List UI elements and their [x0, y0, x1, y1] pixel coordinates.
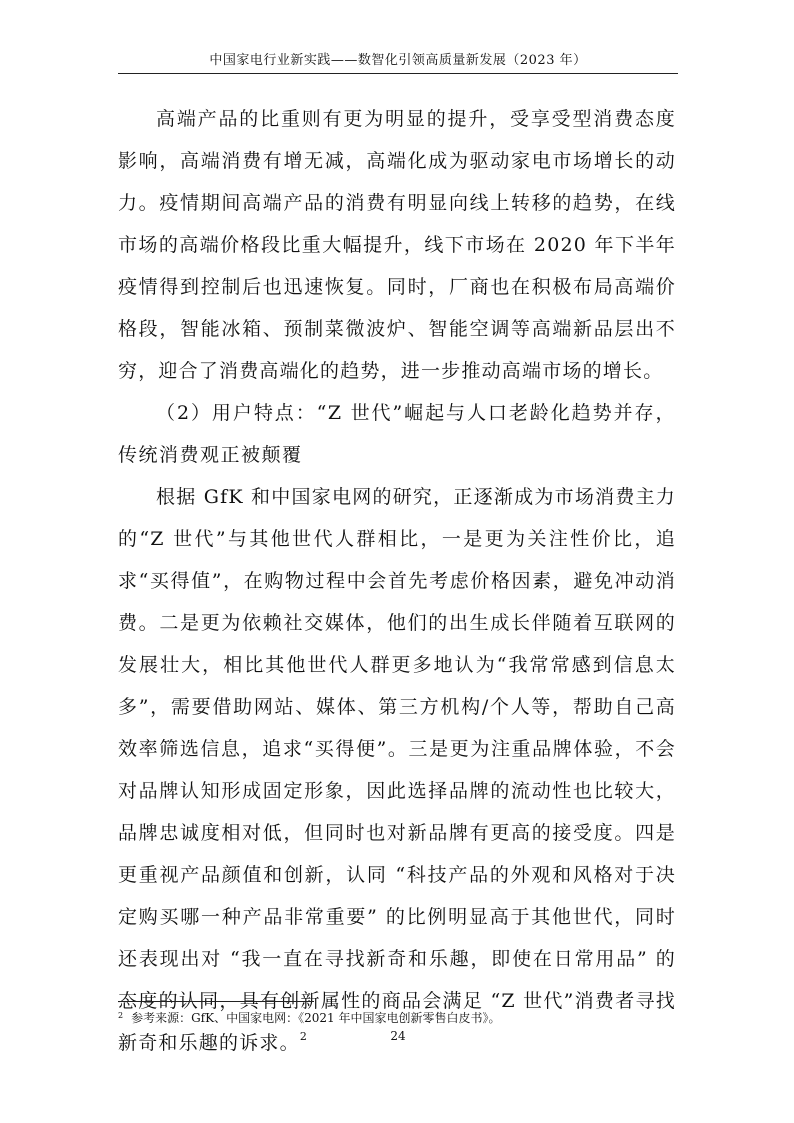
- footnote-reference[interactable]: 2: [299, 1030, 307, 1043]
- section-heading-user-traits: [118, 392, 676, 476]
- heading-text: （2）用户特点：“Z 世代”崛起与人口老龄化趋势并存，传统消费观正被颠覆: [118, 402, 676, 466]
- footnote-text: 参考来源：GfK、中国家电网：《2021 年中国家电创新零售白皮书》。: [131, 1011, 501, 1025]
- body-text: [118, 98, 676, 1064]
- paragraph-text: 高端产品的比重则有更为明显的提升，受享受型消费态度影响，高端消费有增无减，高端化成为驱动家电市场增长的动力。疫情期间高端产品的消费有明显向线上转移的趋势，在线市场的高端价格段比重大幅提升，线下市场在 2020 年下半年疫情得到控制后也迅速恢复。同时，厂商也在积极布局高端价格段，智能冰箱、预制菜微波炉、智能空调等高端新品层出不穷，迎合了消费高端化的趋势，进一步推动高端市场的增长。: [118, 108, 676, 382]
- footnote-divider: [118, 1001, 314, 1002]
- paragraph-text: 根据 GfK 和中国家电网的研究，正逐渐成为市场消费主力的“Z 世代”与其他世代人群相比，一是更为关注性价比，追求“买得值”，在购物过程中会首先考虑价格因素，避免冲动消费。二是更为依赖社交媒体，他们的出生成长伴随着互联网的发展壮大，相比其他世代人群更多地认为“我常常感到信息太多”，需要借助网站、媒体、第三方机构/个人等，帮助自己高效率筛选信息，追求“买得便”。三是更为注重品牌体验，不会对品牌认知形成固定形象，因此选择品牌的流动性也比较大，品牌忠诚度相对低，但同时也对新品牌有更高的接受度。四是更重视产品颜值和创新，认同 “科技产品的外观和风格对于决定购买哪一种产品非常重要” 的比例明显高于其他世代，同时还表现出对 “我一直在寻找新奇和乐趣，即使在日常用品” 的态度的认同，具有创新属性的商品会满足 “Z 世代”消费者寻找新奇和乐趣的诉求。: [118, 486, 676, 1054]
- paragraph-high-end-products: [118, 98, 676, 392]
- footnote: [118, 1010, 678, 1026]
- header-divider: [118, 73, 678, 74]
- paragraph-gen-z-research: [118, 476, 676, 1064]
- footnote-marker: 2: [118, 1011, 124, 1020]
- page-number: 24: [390, 1029, 406, 1043]
- running-header: 中国家电行业新实践——数智化引领高质量新发展（2023 年）: [209, 53, 587, 68]
